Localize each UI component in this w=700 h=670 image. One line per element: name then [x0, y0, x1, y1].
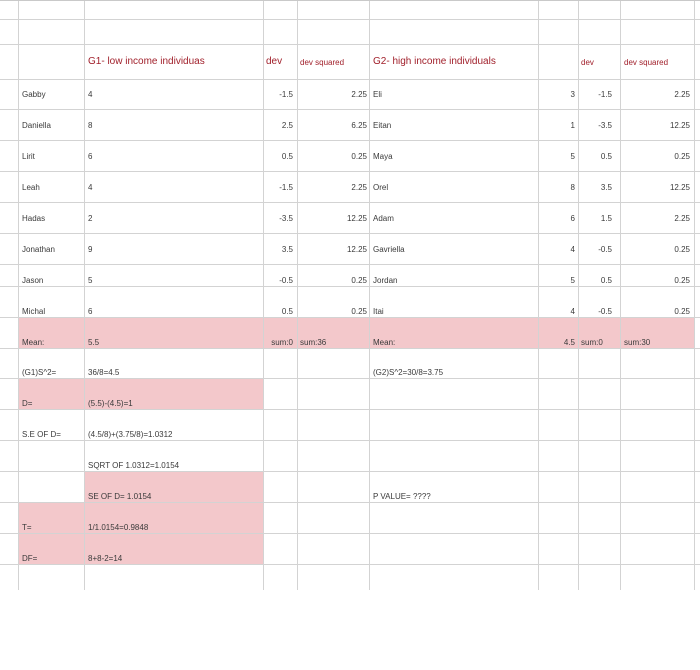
header-g1[interactable]: G1- low income individuas — [88, 56, 205, 67]
se-of-d-value[interactable]: SE OF D= 1.0154 — [88, 492, 152, 501]
d-row-highlight — [18, 378, 263, 409]
table-row-dev-2[interactable]: -1.5 — [598, 90, 612, 99]
row-divider — [0, 317, 700, 318]
table-row-dev-2[interactable]: -3.5 — [598, 121, 612, 130]
row-divider — [0, 140, 700, 141]
table-row-sq-1[interactable]: 12.25 — [346, 245, 367, 254]
table-row-value-2[interactable]: 4 — [570, 245, 575, 254]
t-value[interactable]: 1/1.0154=0.9848 — [88, 523, 149, 532]
row-divider — [0, 233, 700, 234]
p-value[interactable]: P VALUE= ???? — [373, 492, 431, 501]
df-row-highlight — [18, 533, 263, 564]
table-row-dev-1[interactable]: 3.5 — [281, 245, 293, 254]
table-row-name-2[interactable]: Maya — [373, 152, 393, 161]
table-row-sq-2[interactable]: 0.25 — [674, 307, 690, 316]
table-row-name-1[interactable]: Daniella — [22, 121, 51, 130]
table-row-sq-2[interactable]: 12.25 — [669, 183, 690, 192]
header-g2[interactable]: G2- high income individuals — [373, 56, 496, 67]
table-row-dev-1[interactable]: -3.5 — [279, 214, 293, 223]
row-divider — [0, 564, 700, 565]
row-divider — [0, 471, 700, 472]
row-divider — [0, 44, 700, 45]
d-label[interactable]: D= — [22, 399, 33, 408]
table-row-value-2[interactable]: 5 — [570, 276, 575, 285]
d-value[interactable]: (5.5)-(4.5)=1 — [88, 399, 133, 408]
row-divider — [0, 202, 700, 203]
table-row-value-2[interactable]: 5 — [570, 152, 575, 161]
table-row-dev-1[interactable]: -1.5 — [279, 183, 293, 192]
header-dev-2[interactable]: dev — [581, 58, 594, 67]
row-divider — [0, 533, 700, 534]
header-dev-1[interactable]: dev — [266, 56, 283, 67]
table-row-dev-1[interactable]: -1.5 — [279, 90, 293, 99]
row-divider — [0, 378, 700, 379]
table-row-sq-2[interactable]: 0.25 — [674, 152, 690, 161]
table-row-value-2[interactable]: 3 — [570, 90, 575, 99]
table-row-sq-1[interactable]: 0.25 — [351, 152, 367, 161]
row-divider — [0, 264, 700, 265]
table-row-value-1[interactable]: 2 — [88, 214, 93, 223]
df-label[interactable]: DF= — [22, 554, 38, 563]
table-row-value-1[interactable]: 4 — [88, 183, 93, 192]
sqrt-value[interactable]: SQRT OF 1.0312=1.0154 — [88, 461, 180, 470]
table-row-dev-1[interactable]: 0.5 — [281, 152, 293, 161]
table-row-value-1[interactable]: 4 — [88, 90, 93, 99]
t-label[interactable]: T= — [22, 523, 32, 532]
sum-sq-1[interactable]: sum:36 — [300, 338, 327, 347]
table-row-name-1[interactable]: Lirit — [22, 152, 35, 161]
g1-variance-value[interactable]: 36/8=4.5 — [88, 368, 120, 377]
row-divider — [0, 286, 700, 287]
table-row-name-1[interactable]: Hadas — [22, 214, 46, 223]
table-row-name-2[interactable]: Gavriella — [373, 245, 405, 254]
table-row-value-2[interactable]: 6 — [570, 214, 575, 223]
header-dev-squared-2[interactable]: dev squared — [624, 58, 669, 67]
row-divider — [0, 109, 700, 110]
table-row-value-1[interactable]: 8 — [88, 121, 93, 130]
table-row-value-2[interactable]: 4 — [570, 307, 575, 316]
table-row-value-1[interactable]: 6 — [88, 307, 93, 316]
table-row-name-1[interactable]: Michal — [22, 307, 46, 316]
mean-value-2[interactable]: 4.5 — [563, 338, 575, 347]
table-row-dev-1[interactable]: -0.5 — [279, 276, 293, 285]
se-label[interactable]: S.E OF D= — [22, 430, 61, 439]
table-row-name-1[interactable]: Jason — [22, 276, 44, 285]
table-row-name-1[interactable]: Leah — [22, 183, 40, 192]
row-divider — [0, 171, 700, 172]
row-divider — [0, 502, 700, 503]
table-row-value-1[interactable]: 9 — [88, 245, 93, 254]
table-row-name-2[interactable]: Orel — [373, 183, 389, 192]
table-row-dev-2[interactable]: 3.5 — [600, 183, 612, 192]
table-row-sq-1[interactable]: 6.25 — [351, 121, 367, 130]
mean-value-1[interactable]: 5.5 — [88, 338, 100, 347]
row-divider — [0, 19, 700, 20]
sum-dev-2[interactable]: sum:0 — [581, 338, 603, 347]
table-row-dev-2[interactable]: -0.5 — [598, 245, 612, 254]
table-row-sq-1[interactable]: 2.25 — [351, 183, 367, 192]
table-row-value-1[interactable]: 5 — [88, 276, 93, 285]
table-row-name-2[interactable]: Adam — [373, 214, 394, 223]
g2-variance-value[interactable]: (G2)S^2=30/8=3.75 — [373, 368, 444, 377]
mean-label-1[interactable]: Mean: — [22, 338, 45, 347]
table-row-dev-2[interactable]: 0.5 — [600, 152, 612, 161]
table-row-dev-1[interactable]: 2.5 — [281, 121, 293, 130]
table-row-name-2[interactable]: Itai — [373, 307, 384, 316]
table-row-sq-1[interactable]: 0.25 — [351, 307, 367, 316]
header-dev-squared-1[interactable]: dev squared — [300, 58, 345, 67]
mean-label-2[interactable]: Mean: — [373, 338, 396, 347]
table-row-value-1[interactable]: 6 — [88, 152, 93, 161]
table-row-value-2[interactable]: 8 — [570, 183, 575, 192]
row-divider — [0, 79, 700, 80]
table-row-name-1[interactable]: Gabby — [22, 90, 46, 99]
table-row-name-2[interactable]: Eli — [373, 90, 382, 99]
sum-dev-1[interactable]: sum:0 — [271, 338, 293, 347]
empty-area — [0, 590, 700, 670]
table-row-dev-2[interactable]: -0.5 — [598, 307, 612, 316]
table-row-sq-1[interactable]: 2.25 — [351, 90, 367, 99]
table-row-sq-2[interactable]: 12.25 — [669, 121, 690, 130]
table-row-sq-1[interactable]: 12.25 — [346, 214, 367, 223]
table-row-sq-2[interactable]: 2.25 — [674, 214, 690, 223]
g1-variance-label[interactable]: (G1)S^2= — [22, 368, 57, 377]
table-row-sq-1[interactable]: 0.25 — [351, 276, 367, 285]
row-divider — [0, 440, 700, 441]
row-divider — [0, 409, 700, 410]
table-row-sq-2[interactable]: 0.25 — [674, 276, 690, 285]
table-row-value-2[interactable]: 1 — [570, 121, 575, 130]
table-row-name-2[interactable]: Eitan — [373, 121, 392, 130]
table-row-sq-2[interactable]: 2.25 — [674, 90, 690, 99]
table-row-dev-2[interactable]: 0.5 — [600, 276, 612, 285]
row-divider — [0, 348, 700, 349]
se-value[interactable]: (4.5/8)+(3.75/8)=1.0312 — [88, 430, 173, 439]
table-row-dev-1[interactable]: 0.5 — [281, 307, 293, 316]
table-row-dev-2[interactable]: 1.5 — [600, 214, 612, 223]
table-row-name-1[interactable]: Jonathan — [22, 245, 55, 254]
table-row-sq-2[interactable]: 0.25 — [674, 245, 690, 254]
table-row-name-2[interactable]: Jordan — [373, 276, 398, 285]
sum-sq-2[interactable]: sum:30 — [624, 338, 651, 347]
df-value[interactable]: 8+8-2=14 — [88, 554, 123, 563]
